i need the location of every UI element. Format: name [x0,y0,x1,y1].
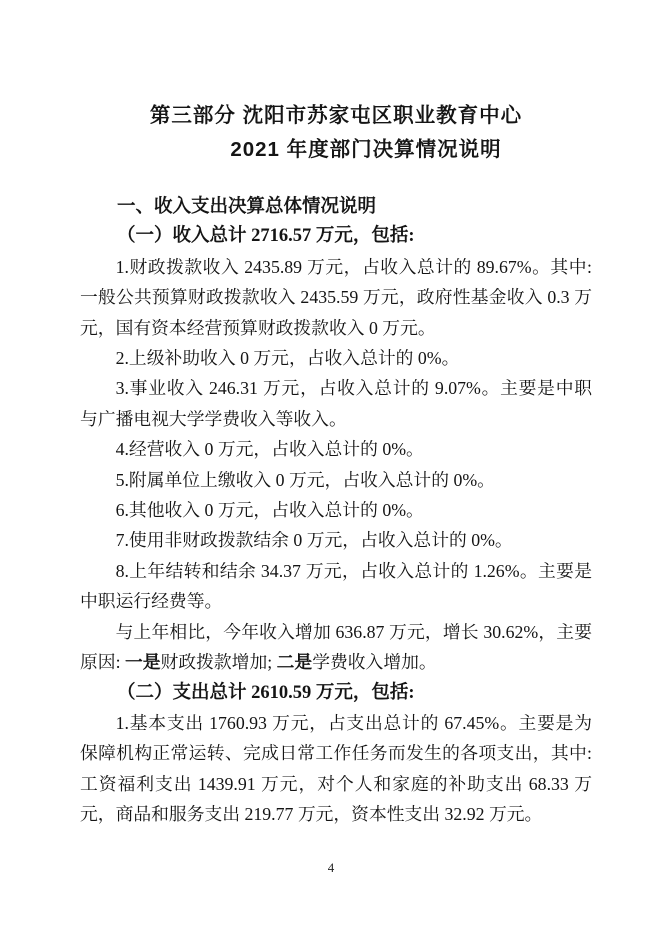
comparison-reason2-label: 二是 [276,652,313,673]
document-title [80,99,592,167]
title-line-2: 2021 年度部门决算情况说明 [230,138,502,161]
page-number: 4 [327,860,335,875]
section-heading-overview: 一、收入支出决算总体情况说明 [117,195,377,216]
income-item-operational: 3.事业收入 246.31 万元，占收入总计的 9.07%。主要是中职与广播电视大学学费收入等收入。 [80,378,592,429]
document-content [80,99,592,830]
income-item-affiliated-units: 5.附属单位上缴收入 0 万元，占收入总计的 0%。 [115,469,495,490]
comparison-reason1-label: 一是 [124,652,161,673]
income-item-fiscal-appropriation: 1.财政拨款收入 2435.89 万元，占收入总计的 89.67%。其中: 一般公共预算财政拨款收入 2435.59 万元，政府性基金收入 0.3 万元，国有资本经营预算财政拨款收入 0 万元。 [80,256,592,338]
income-item-superior-subsidy: 2.上级补助收入 0 万元，占收入总计的 0%。 [115,348,460,369]
income-item-nonfiscal-balance: 7.使用非财政拨款结余 0 万元，占收入总计的 0%。 [115,530,513,551]
comparison-prefix: 与上年相比，今年收入增加 636.87 万元，增长 30.62%，主要原因: [80,621,592,673]
comparison-reason1-text: 财政拨款增加; [160,652,277,673]
income-item-business: 4.经营收入 0 万元，占收入总计的 0%。 [115,439,424,460]
expenditure-total-heading: （二）支出总计 2610.59 万元，包括: [117,682,415,703]
income-total-heading: （一）收入总计 2716.57 万元，包括: [117,226,415,247]
title-line-1: 第三部分 沈阳市苏家屯区职业教育中心 [149,104,523,127]
income-comparison-paragraph [80,617,592,678]
income-item-carryover: 8.上年结转和结余 34.37 万元，占收入总计的 1.26%。主要是中职运行经费等。 [80,560,592,612]
comparison-reason2-text: 学费收入增加。 [312,652,437,673]
expenditure-item-basic: 1.基本支出 1760.93 万元，占支出总计的 67.45%。主要是为保障机构正常运转、完成日常工作任务而发生的各项支出，其中: 工资福利支出 1439.91 万元，对个人和家庭的补助支出 68.33 万元，商品和服务支出 219.77 万元，资本性支出 32.92 万元。 [80,712,592,825]
income-item-other: 6.其他收入 0 万元，占收入总计的 0%。 [115,500,424,521]
